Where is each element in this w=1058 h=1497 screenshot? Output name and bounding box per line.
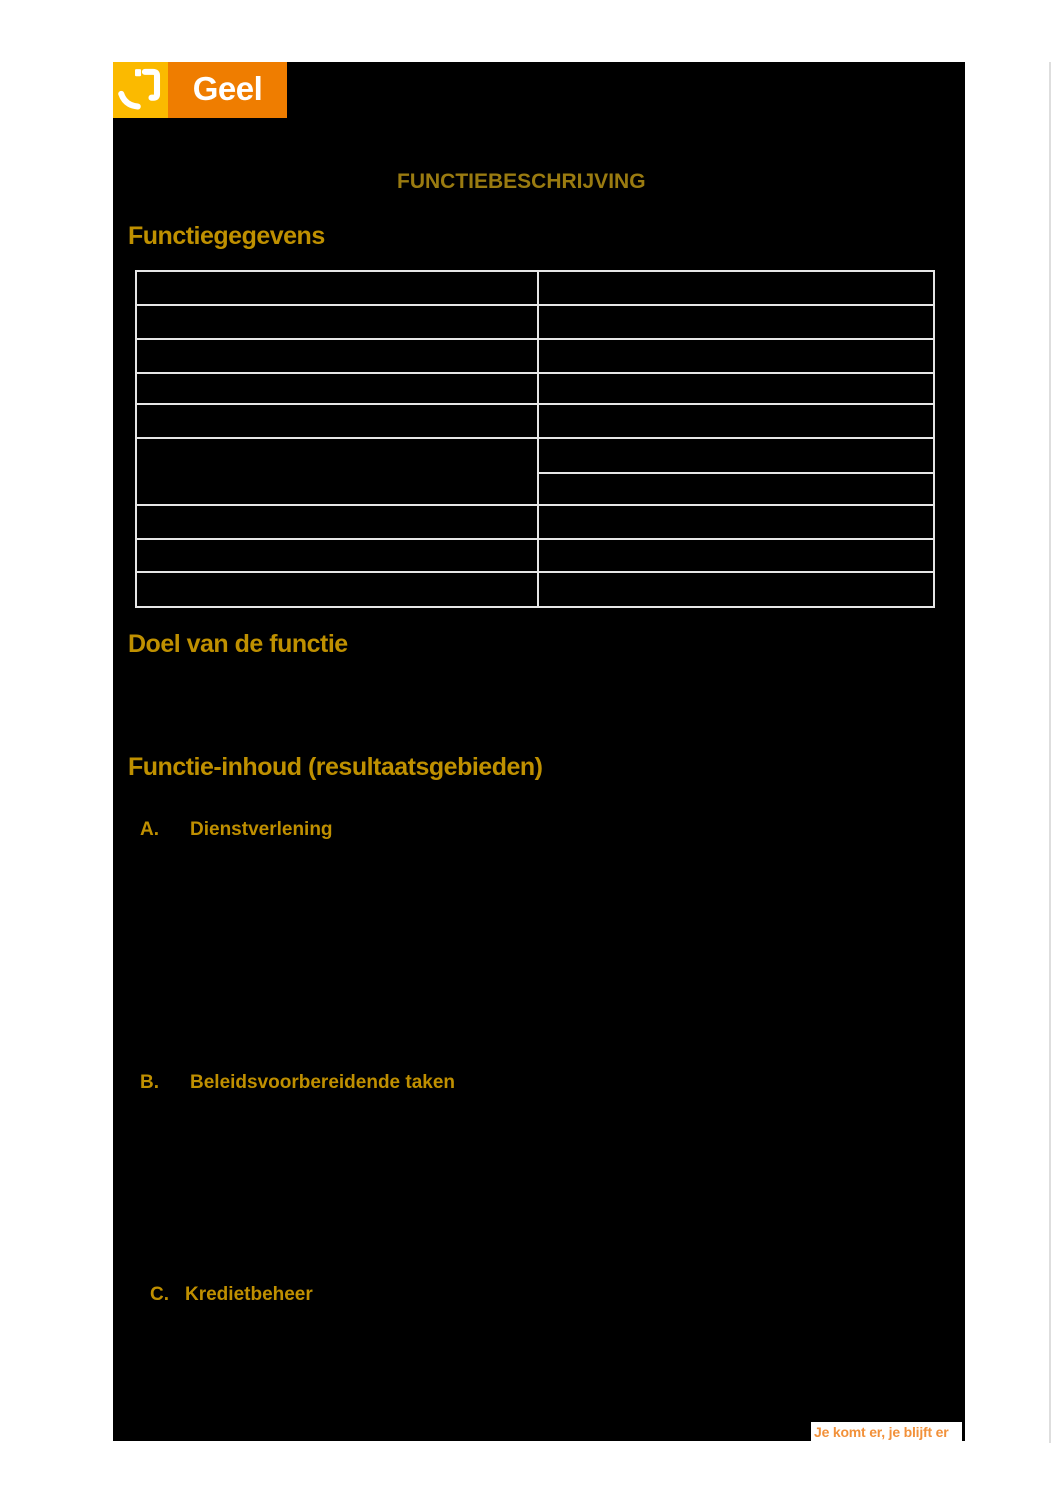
document-page [113,62,965,1441]
table-cell [538,404,934,438]
page-edge-line [1049,62,1051,1443]
table-cell [136,572,538,607]
functiegegevens-table [135,270,935,608]
section-letter: C. [150,1284,169,1305]
section-letter: A. [140,819,159,840]
heading-doel: Doel van de functie [128,630,348,658]
heading-functie-inhoud: Functie-inhoud (resultaatsgebieden) [128,753,543,781]
table-cell [136,271,538,305]
table-cell [538,305,934,339]
table-row [136,572,934,607]
table-cell [538,505,934,539]
table-cell [136,404,538,438]
table-row [136,373,934,404]
table-cell [538,438,934,473]
table-cell [538,271,934,305]
table-cell [538,572,934,607]
document-title: FUNCTIEBESCHRIJVING [397,170,646,193]
table-row [136,539,934,572]
table-cell [136,539,538,572]
section-label: Kredietbeheer [185,1284,313,1305]
table-row [136,305,934,339]
table-cell [538,539,934,572]
table-cell [136,505,538,539]
heading-functiegegevens: Functiegegevens [128,222,325,250]
section-label: Beleidsvoorbereidende taken [190,1072,456,1093]
table-cell [538,373,934,404]
geel-logo [113,62,287,118]
table-row [136,404,934,438]
table-cell [136,438,538,505]
table-cell [136,305,538,339]
table-cell [538,339,934,373]
logo-face-tile [113,62,168,118]
footer-slogan: Je komt er, je blijft er [814,1423,949,1440]
table-row [136,438,934,473]
table-cell [136,373,538,404]
table-cell [136,339,538,373]
section-letter: B. [140,1072,159,1093]
table-row [136,339,934,373]
footer-slogan-strip [811,1422,962,1441]
table-row [136,505,934,539]
section-label: Dienstverlening [190,819,333,840]
table-row [136,271,934,305]
table-cell [538,473,934,505]
logo-wordmark: Geel [168,62,287,118]
